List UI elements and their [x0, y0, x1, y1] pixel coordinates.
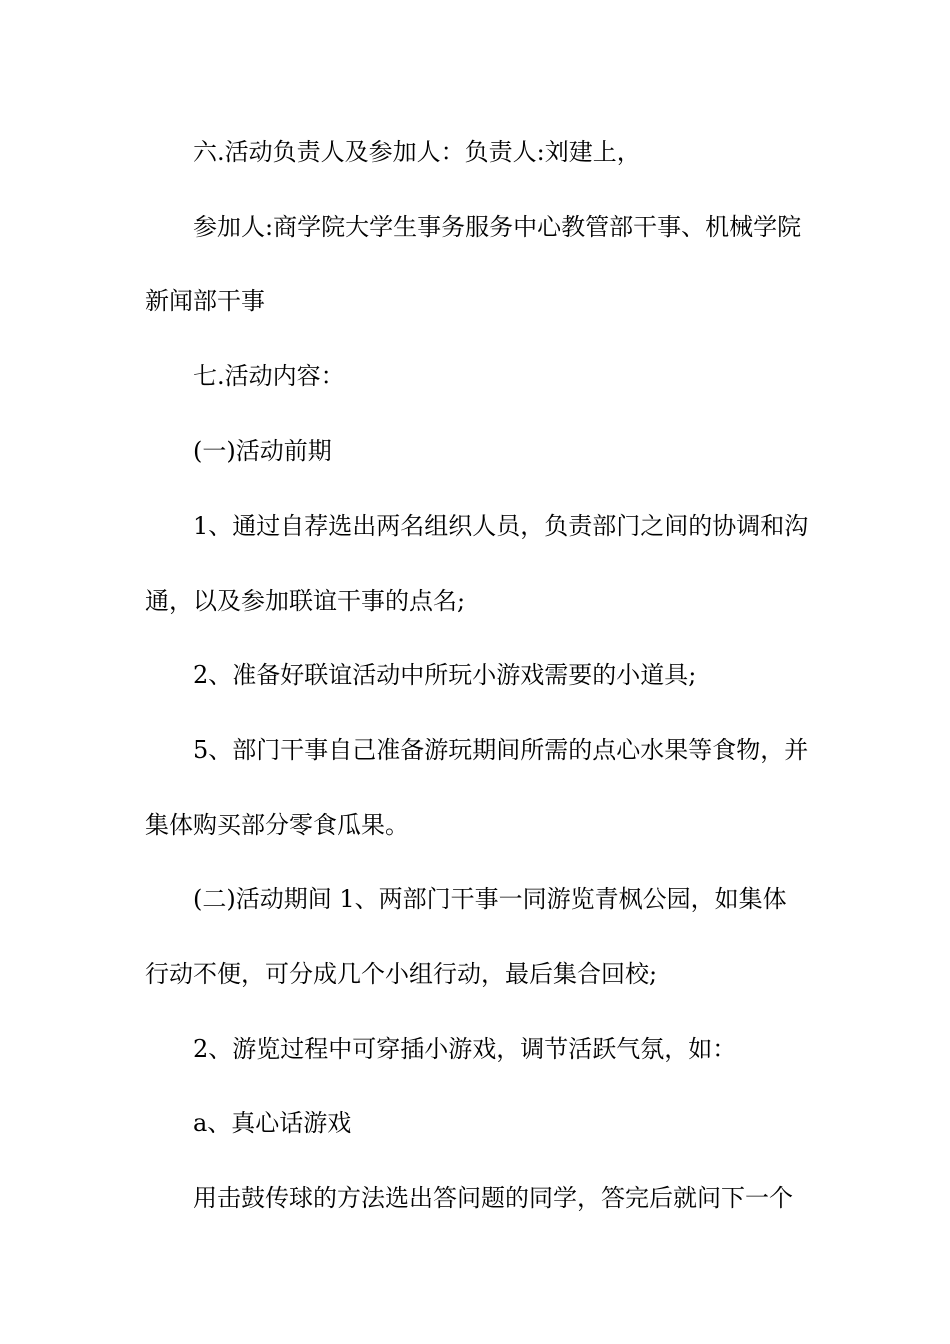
- game-a-heading: a、真心话游戏: [193, 1109, 352, 1137]
- subsection-two-line: (二)活动期间 1、两部门干事一同游览青枫公园，如集体: [193, 885, 787, 913]
- section-seven-heading: 七.活动内容：: [193, 362, 345, 390]
- participants-line: 参加人:商学院大学生事务服务中心教管部干事、机械学院: [193, 213, 802, 241]
- section-six-heading: 六.活动负责人及参加人：负责人:刘建上，: [193, 138, 641, 166]
- game-a-description: 用击鼓传球的方法选出答问题的同学，答完后就问下一个: [193, 1184, 793, 1212]
- games-intro-line: 2、游览过程中可穿插小游戏，调节活跃气氛，如：: [193, 1035, 737, 1063]
- item-1-line-cont: 通，以及参加联谊干事的点名;: [145, 587, 466, 615]
- item-5-line-cont: 集体购买部分零食瓜果。: [145, 811, 409, 839]
- item-2-line: 2、准备好联谊活动中所玩小游戏需要的小道具;: [193, 661, 697, 689]
- item-5-line: 5、部门干事自己准备游玩期间所需的点心水果等食物，并: [193, 736, 809, 764]
- subsection-one-heading: (一)活动前期: [193, 437, 332, 465]
- participants-line-cont: 新闻部干事: [145, 287, 265, 315]
- item-1-line: 1、通过自荐选出两名组织人员，负责部门之间的协调和沟: [193, 512, 809, 540]
- subsection-two-line-cont: 行动不便，可分成几个小组行动，最后集合回校;: [145, 960, 658, 988]
